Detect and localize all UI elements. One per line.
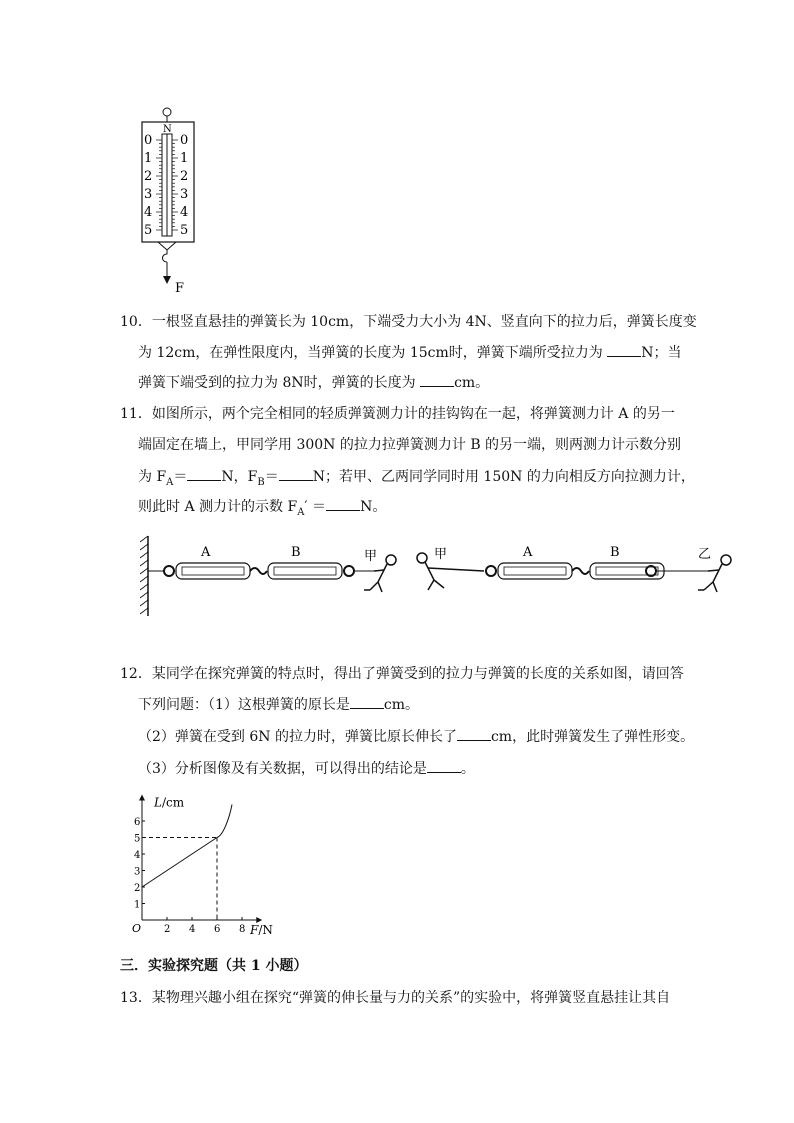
answer-blank: [420, 372, 454, 387]
scale-a-label: A: [201, 545, 211, 560]
person-jia-label: 甲: [364, 549, 378, 564]
person-jia2-icon: [417, 553, 484, 590]
q10-line3-text: 弹簧下端受到的拉力为 8N时，弹簧的长度为: [138, 375, 421, 391]
y-tick-label: 1: [134, 899, 141, 911]
top-hook-ring: [163, 108, 171, 116]
scale-b-label: B: [291, 545, 301, 560]
y-axis-arrow-icon: [139, 795, 145, 801]
subscript-a: A: [297, 506, 305, 518]
q11-line1: 11．如图所示，两个完全相同的轻质弹簧测力计的挂钩钩在一起，将弹簧测力计 A 的另一: [120, 406, 675, 422]
y-axis-label: L/cm: [154, 795, 185, 810]
q10-line3-tail: cm。: [454, 375, 490, 391]
scale-right-tick: 2: [180, 169, 189, 184]
answer-blank: [326, 496, 360, 511]
scale-right-tick: 4: [180, 205, 189, 220]
x-tick-label: 6: [214, 924, 221, 935]
q11-line2: 端固定在墙上，甲同学用 300N 的拉力拉弹簧测力计 B 的另一端，则两测力计示数分别: [138, 437, 682, 453]
q10-line2-text: 为 12cm，在弹性限度内，当弹簧的长度为 15cm时，弹簧下端所受拉力为: [138, 345, 608, 361]
q12-text: 下列问题：（1）这根弹簧的原长是: [138, 697, 350, 713]
q11-text: 为 F: [138, 469, 167, 485]
q11-text: N。: [360, 499, 387, 515]
scale-right-tick: 3: [180, 187, 189, 202]
q11-line4: [138, 496, 386, 523]
scale-left-tick: 1: [144, 151, 153, 166]
q12-text: （3）分析图像及有关数据，可以得出的结论是: [138, 761, 427, 777]
q11-line3: [138, 466, 695, 493]
x-tick-label: 8: [239, 924, 246, 935]
scale-b2-label: B: [610, 545, 620, 560]
y-tick-label: 2: [134, 883, 141, 894]
q11-text: ′ ＝: [304, 499, 327, 515]
scale-a-body: [176, 563, 250, 579]
scale-left-tick: 0: [144, 133, 153, 148]
scale-right-tick: 0: [180, 133, 189, 148]
person-jia2-label: 甲: [434, 547, 448, 562]
person-yi-label: 乙: [698, 547, 712, 562]
q12-line4: [138, 758, 475, 779]
answer-blank: [427, 758, 461, 773]
q12-line3: [138, 726, 694, 747]
q11-text: ＝: [173, 469, 188, 485]
x-tick-label: 2: [164, 924, 171, 935]
q12-line1: 12．某同学在探究弹簧的特点时，得出了弹簧受到的拉力与弹簧的长度的关系如图，请回答: [120, 666, 684, 682]
q10-line2-tail: N；当: [641, 345, 682, 361]
subscript-a: A: [166, 476, 174, 488]
y-tick-label: 4: [134, 850, 141, 861]
q10-line1: 10．一根竖直悬挂的弹簧长为 10cm，下端受力大小为 4N、竖直向下的拉力后，弹簧长度变: [120, 314, 697, 330]
q12-text: （2）弹簧在受到 6N 的拉力时，弹簧比原长伸长了: [138, 729, 457, 745]
q12-text: cm，此时弹簧发生了弹性形变。: [490, 729, 695, 745]
x-axis-label: F/N: [250, 923, 273, 937]
two-scales-figure: [138, 534, 748, 618]
scale-left-tick: 3: [144, 187, 153, 202]
bottom-hook: [163, 250, 168, 262]
q11-text: N；若甲、乙两同学同时用 150N 的力向相反方向拉测力计，: [312, 469, 695, 485]
answer-blank: [350, 694, 384, 709]
q10-line2: [138, 342, 681, 363]
length-force-chart: [132, 790, 292, 940]
q11-text: ＝: [264, 469, 279, 485]
scale-right-tick: 5: [180, 223, 189, 238]
y-tick-label: 3: [134, 866, 141, 878]
y-tick-label: 6: [134, 817, 141, 828]
scale-a2-label: A: [523, 545, 533, 560]
y-tick-label: 5: [134, 833, 141, 845]
force-arrow-icon: [163, 276, 171, 284]
q12-line2: [138, 694, 419, 715]
nonlinear-segment: [217, 805, 232, 838]
answer-blank: [279, 466, 313, 481]
linear-segment: [142, 838, 217, 888]
scale-left-tick: 2: [144, 169, 153, 184]
q12-text: cm。: [383, 697, 420, 713]
answer-blank: [457, 726, 491, 741]
spring-scale-figure: [130, 104, 210, 294]
scale-left-tick: 4: [144, 205, 153, 220]
origin-label: O: [132, 922, 142, 935]
scale-top-unit: N: [163, 124, 172, 135]
force-label: F: [175, 281, 185, 294]
answer-blank: [607, 342, 641, 357]
scale-right-tick: 1: [180, 151, 189, 166]
subscript-b: B: [257, 476, 265, 488]
q11-text: N，F: [221, 469, 258, 485]
scale-left-tick: 5: [144, 223, 153, 238]
answer-blank: [187, 466, 221, 481]
scale-b-body: [268, 563, 342, 579]
q12-text: 。: [460, 761, 475, 777]
x-tick-label: 4: [189, 924, 196, 935]
section-3-title: 三．实验探究题（共 1 小题）: [120, 958, 308, 974]
scale-a2-body: [498, 563, 572, 579]
q13-line1: 13．某物理兴趣小组在探究“弹簧的伸长量与力的关系”的实验中，将弹簧竖直悬挂让其自: [120, 990, 671, 1006]
q10-line3: [138, 372, 489, 393]
q11-text: 则此时 A 测力计的示数 F: [138, 499, 298, 515]
